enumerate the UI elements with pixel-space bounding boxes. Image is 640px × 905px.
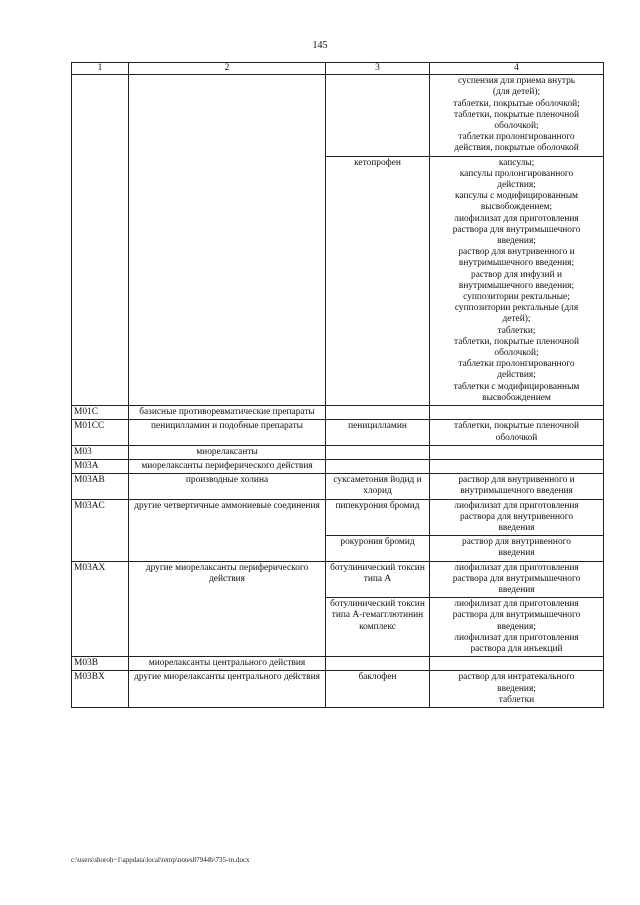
atc-code-cell: M03AB — [72, 474, 129, 499]
table-row — [72, 420, 604, 445]
drug-name-cell: баклофен — [326, 671, 430, 708]
table-row — [72, 459, 604, 473]
table-row — [72, 561, 604, 598]
dosage-form-cell — [430, 445, 604, 459]
table-row — [72, 499, 604, 536]
group-name-cell: миорелаксанты — [129, 445, 326, 459]
drug-name-cell: ботулинический токсин типа А — [326, 561, 430, 598]
dosage-form-cell: суспензия для приема внутрь (для детей); таблетки, покрытые оболочкой; таблетки, покрытые пленочной оболочкой; таблетки пролонгированного действия, покрытые оболочкой — [430, 75, 604, 156]
file-path-footer: c:\users\shoroh~1\appdata\local\temp\notes87944b\735-rn.docx — [71, 856, 250, 864]
atc-code-cell: M01CC — [72, 420, 129, 445]
drug-name-cell — [326, 75, 430, 156]
atc-code-cell: M01C — [72, 406, 129, 420]
group-name-cell: другие миорелаксанты периферического действия — [129, 561, 326, 657]
drug-name-cell: ботулинический токсин типа А-гемагглютинин комплекс — [326, 598, 430, 657]
drug-name-cell — [326, 406, 430, 420]
dosage-form-cell: раствор для внутривенного и внутримышечного введения — [430, 474, 604, 499]
table-header — [72, 63, 604, 75]
drug-name-cell: суксаметония йодид и хлорид — [326, 474, 430, 499]
table-row — [72, 671, 604, 708]
dosage-form-cell — [430, 406, 604, 420]
table-row — [72, 657, 604, 671]
group-name-cell: другие миорелаксанты центрального действия — [129, 671, 326, 708]
drug-name-cell — [326, 459, 430, 473]
group-name-cell: миорелаксанты периферического действия — [129, 459, 326, 473]
atc-code-cell: M03BX — [72, 671, 129, 708]
table-body — [72, 75, 604, 708]
column-header: 4 — [430, 63, 604, 75]
dosage-form-cell: лиофилизат для приготовления раствора для внутривенного введения — [430, 499, 604, 536]
dosage-form-cell: раствор для внутривенного введения — [430, 536, 604, 561]
atc-code-cell: M03AX — [72, 561, 129, 657]
group-name-cell: базисные противоревматические препараты — [129, 406, 326, 420]
atc-code-cell: M03B — [72, 657, 129, 671]
atc-code-cell: M03 — [72, 445, 129, 459]
dosage-form-cell: таблетки, покрытые пленочной оболочкой — [430, 420, 604, 445]
group-name-cell: пеницилламин и подобные препараты — [129, 420, 326, 445]
dosage-form-cell: лиофилизат для приготовления раствора для внутримышечного введения — [430, 561, 604, 598]
group-name-cell — [129, 75, 326, 406]
atc-code-cell: M03A — [72, 459, 129, 473]
dosage-form-cell: раствор для интратекального введения; таблетки — [430, 671, 604, 708]
column-header: 1 — [72, 63, 129, 75]
atc-code-cell: M03AC — [72, 499, 129, 561]
table-row — [72, 445, 604, 459]
table-row — [72, 474, 604, 499]
drug-name-cell: рокурония бромид — [326, 536, 430, 561]
header-row — [72, 63, 604, 75]
atc-code-cell — [72, 75, 129, 406]
column-header: 2 — [129, 63, 326, 75]
drug-name-cell — [326, 657, 430, 671]
drug-name-cell: пипекурония бромид — [326, 499, 430, 536]
dosage-form-cell: капсулы; капсулы пролонгированного действия; капсулы с модифицированным высвобождением; лиофилизат для приготовления раствора для внутримышечного введения; раствор для внутривенного и внутримышечного введения; раствор для инфузий и внутримышечного введения; суппозитории ректальные; суппозитории ректальные (для детей); таблетки; таблетки, покрытые пленочной оболочкой; таблетки пролонгированного действия; таблетки с модифицированным высвобождением — [430, 156, 604, 405]
group-name-cell: миорелаксанты центрального действия — [129, 657, 326, 671]
dosage-form-cell — [430, 657, 604, 671]
group-name-cell: другие четвертичные аммониевые соединения — [129, 499, 326, 561]
dosage-form-cell: лиофилизат для приготовления раствора для внутримышечного введения; лиофилизат для приготовления раствора для инъекций — [430, 598, 604, 657]
page-number: 145 — [312, 40, 328, 51]
column-header: 3 — [326, 63, 430, 75]
drug-name-cell — [326, 445, 430, 459]
drug-name-cell: кетопрофен — [326, 156, 430, 405]
dosage-form-cell — [430, 459, 604, 473]
table-row — [72, 75, 604, 156]
drug-table — [71, 62, 604, 708]
group-name-cell: производные холина — [129, 474, 326, 499]
drug-name-cell: пеницилламин — [326, 420, 430, 445]
table-row — [72, 406, 604, 420]
